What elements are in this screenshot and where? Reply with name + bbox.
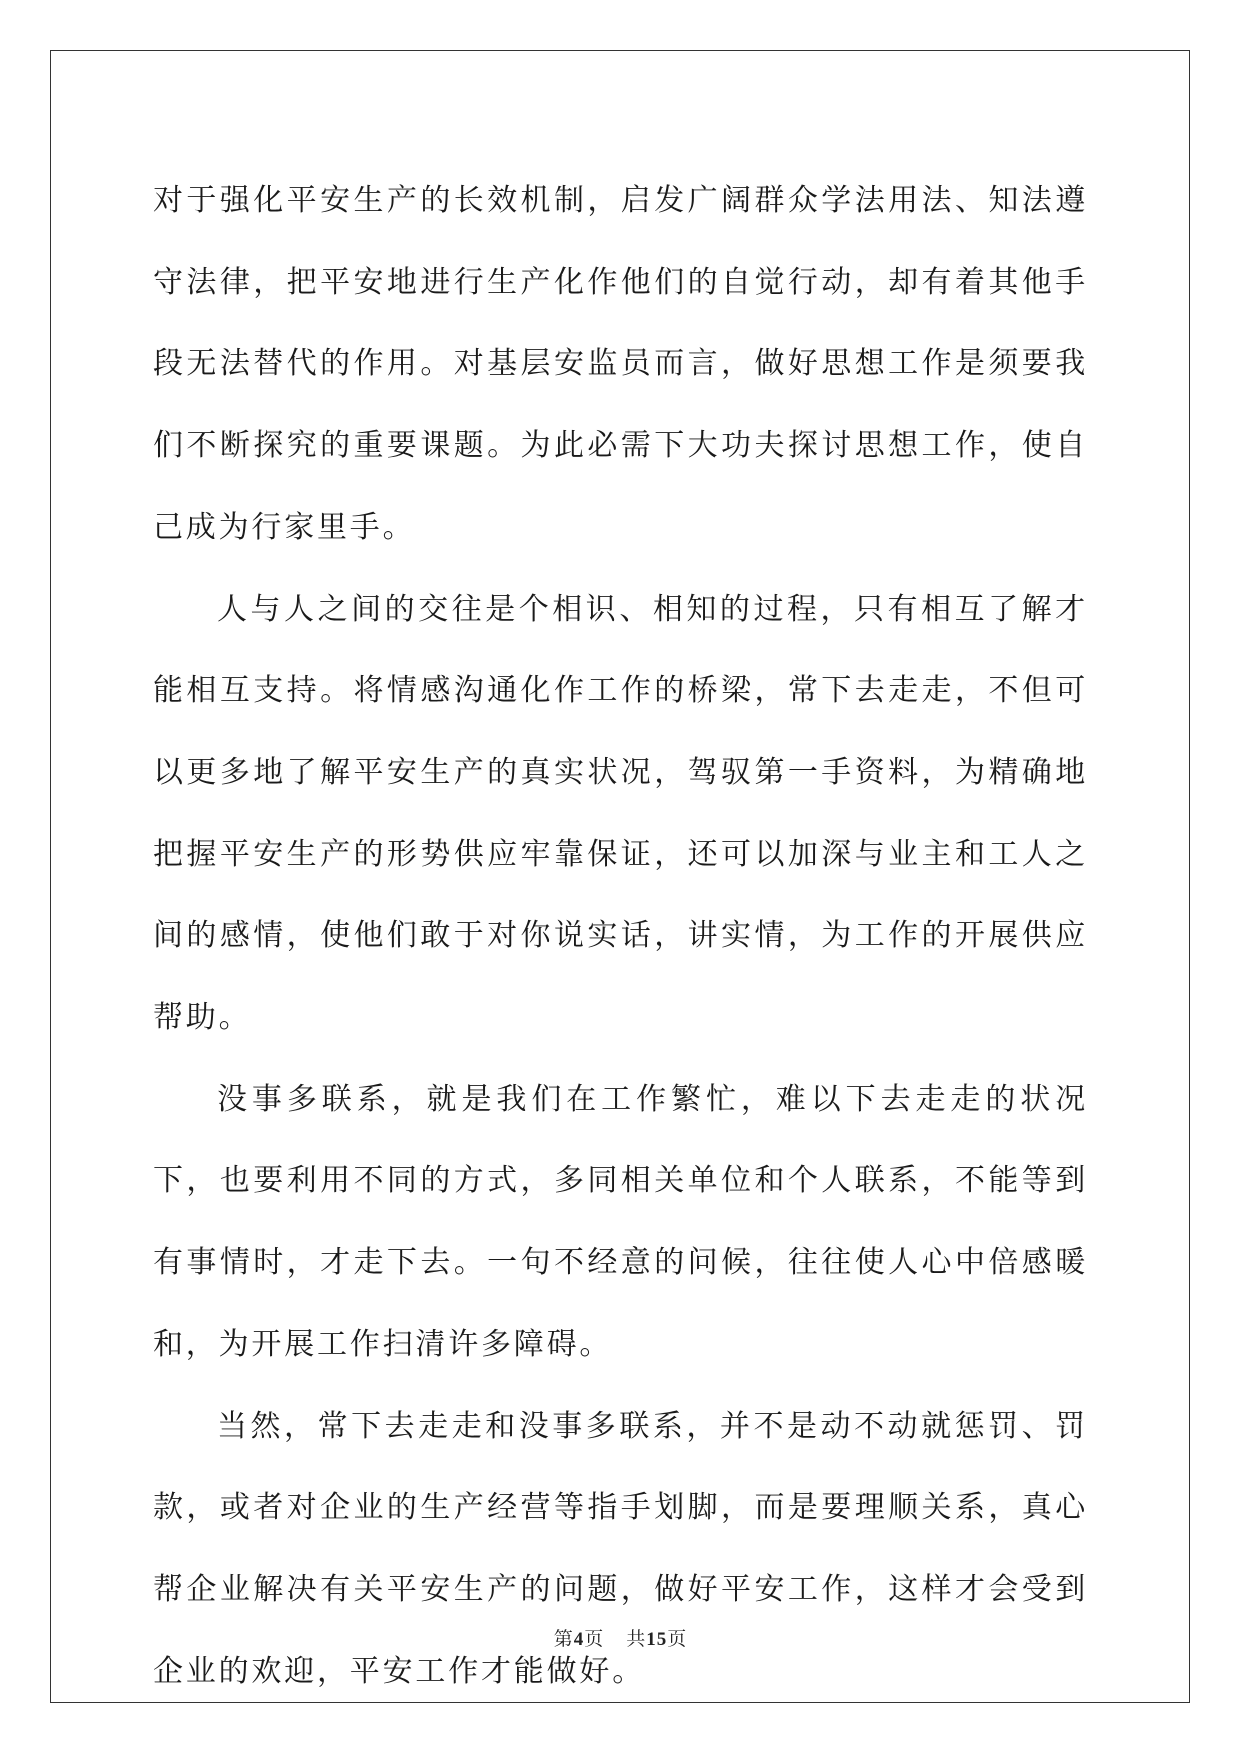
footer-total-suffix: 页 — [667, 1628, 688, 1650]
total-page-count: 15 — [646, 1629, 668, 1650]
footer-page-suffix: 页 — [584, 1628, 605, 1650]
footer-total-prefix: 共 — [626, 1628, 647, 1650]
page-footer — [0, 1624, 1241, 1651]
current-page-number: 4 — [573, 1629, 585, 1650]
document-body — [153, 160, 1088, 1712]
paragraph-3: 没事多联系，就是我们在工作繁忙，难以下去走走的状况下，也要利用不同的方式，多同相关单位和个人联系，不能等到有事情时，才走下去。一句不经意的问候，往往使人心中倍感暖和，为开展工作扫清许多障碍。 — [153, 1081, 1088, 1362]
paragraph-2: 人与人之间的交往是个相识、相知的过程，只有相互了解才能相互支持。将情感沟通化作工作的桥梁，常下去走走，不但可以更多地了解平安生产的真实状况，驾驭第一手资料，为精确地把握平安生产的形势供应牢靠保证，还可以加深与业主和工人之间的感情，使他们敢于对你说实话，讲实情，为工作的开展供应帮助。 — [153, 591, 1088, 1036]
paragraph-1: 对于强化平安生产的长效机制，启发广阔群众学法用法、知法遵守法律，把平安地进行生产化作他们的自觉行动，却有着其他手段无法替代的作用。对基层安监员而言，做好思想工作是须要我们不断探究的重要课题。为此必需下大功夫探讨思想工作，使自己成为行家里手。 — [153, 183, 1088, 545]
paragraph-4: 当然，常下去走走和没事多联系，并不是动不动就惩罚、罚款，或者对企业的生产经营等指手划脚，而是要理顺关系，真心帮企业解决有关平安生产的问题，做好平安工作，这样才会受到企业的欢迎，平安工作才能做好。 — [153, 1408, 1088, 1689]
footer-prefix: 第 — [553, 1628, 574, 1650]
